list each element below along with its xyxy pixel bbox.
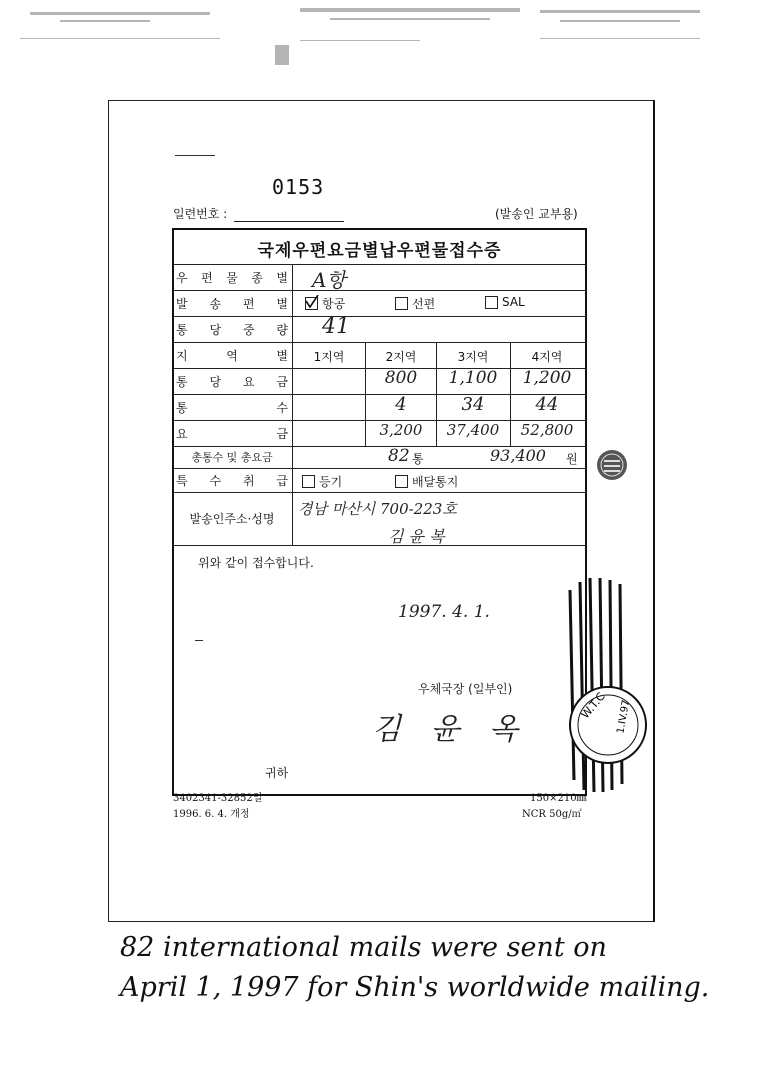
- zone-rule: [510, 342, 511, 446]
- paper-spec: NCR 50g/㎡: [522, 809, 582, 820]
- rate-zone-3: 1,100: [448, 368, 498, 388]
- receipt-date: 1997. 4. 1.: [398, 602, 490, 622]
- zone-rule: [436, 342, 437, 446]
- form-title: 국제우편요금별납우편물접수증: [257, 241, 502, 261]
- copy-label: (발송인 교부용): [495, 207, 578, 221]
- check-mark-icon: [305, 295, 319, 309]
- checkbox[interactable]: [485, 296, 498, 309]
- label-rate: 통 당 요 금: [176, 374, 288, 389]
- label-sender: 발송인주소·성명: [189, 512, 275, 526]
- checkbox[interactable]: [395, 475, 408, 488]
- total-amount-unit: 원: [566, 452, 578, 466]
- form-code: 3402341-32852일: [173, 793, 263, 804]
- serial-underline: [234, 221, 344, 222]
- scan-noise: [0, 0, 760, 70]
- label-send-method: 발 송 편 별: [176, 296, 288, 311]
- checkbox[interactable]: [395, 297, 408, 310]
- count-zone-4: 44: [535, 394, 559, 415]
- postmark-cancellation: [548, 570, 668, 800]
- label-zones: 지 역 별: [176, 348, 288, 363]
- sender-address: 경남 마산시 700-223호: [298, 500, 457, 518]
- form-size: 150×210㎜: [530, 793, 587, 804]
- received-text: 위와 같이 접수합니다.: [198, 556, 314, 570]
- postmark-text: W.T.C: [578, 690, 608, 722]
- option-air[interactable]: 항공: [305, 295, 345, 312]
- serial-number: 0153: [272, 175, 325, 199]
- count-zone-2: 4: [395, 394, 407, 415]
- fee-zone-2: 3,200: [379, 421, 423, 439]
- option-delivery-notice[interactable]: 배달통지: [395, 473, 458, 490]
- checkbox[interactable]: [302, 475, 315, 488]
- mail-type-value: A항: [312, 268, 346, 292]
- postmark-date: 1.IV.97: [615, 699, 633, 735]
- pen-mark: [195, 640, 203, 641]
- rate-zone-4: 1,200: [522, 368, 572, 388]
- row-rule: [174, 545, 585, 546]
- addressee-suffix: 귀하: [265, 766, 289, 780]
- zone-2-header: 2지역: [385, 350, 417, 364]
- total-amount: 93,400: [490, 446, 546, 465]
- zone-4-header: 4지역: [531, 350, 563, 364]
- label-count: 통 수: [176, 400, 288, 415]
- zone-3-header: 3지역: [457, 350, 489, 364]
- label-fee: 요 금: [176, 426, 288, 441]
- label-special: 특 수 취 급: [176, 473, 288, 488]
- label-column-rule: [292, 264, 293, 545]
- fee-zone-3: 37,400: [446, 421, 500, 439]
- label-totals: 총통수 및 총요금: [191, 451, 273, 464]
- total-count: 82: [388, 446, 410, 466]
- count-zone-3: 34: [461, 394, 485, 415]
- checkbox-checked[interactable]: [305, 297, 318, 310]
- caption-line-1: 82 international mails were sent on: [120, 932, 607, 963]
- option-sea[interactable]: 선편: [395, 295, 435, 312]
- postmaster-signature: 김 윤 옥: [372, 712, 529, 747]
- label-mail-type: 우 편 물 종 별: [176, 270, 288, 285]
- label-weight: 통 당 중 량: [176, 322, 288, 337]
- option-sal[interactable]: SAL: [485, 295, 525, 309]
- caption-line-2: April 1, 1997 for Shin's worldwide mailing.: [120, 972, 710, 1003]
- fee-zone-4: 52,800: [520, 421, 574, 439]
- total-count-unit: 통: [412, 452, 424, 466]
- option-registered[interactable]: 등기: [302, 473, 342, 490]
- revision-date: 1996. 6. 4. 개정: [173, 809, 250, 820]
- weight-value: 41: [322, 314, 350, 339]
- rate-zone-2: 800: [384, 368, 418, 388]
- zone-1-header: 1지역: [313, 350, 345, 364]
- pen-mark: [175, 155, 215, 156]
- sender-name: 김 윤 복: [388, 527, 445, 546]
- postmaster-label: 우체국장 (일부인): [418, 682, 513, 696]
- serial-label: 일련번호 :: [173, 207, 228, 221]
- seal-stamp: [595, 448, 629, 482]
